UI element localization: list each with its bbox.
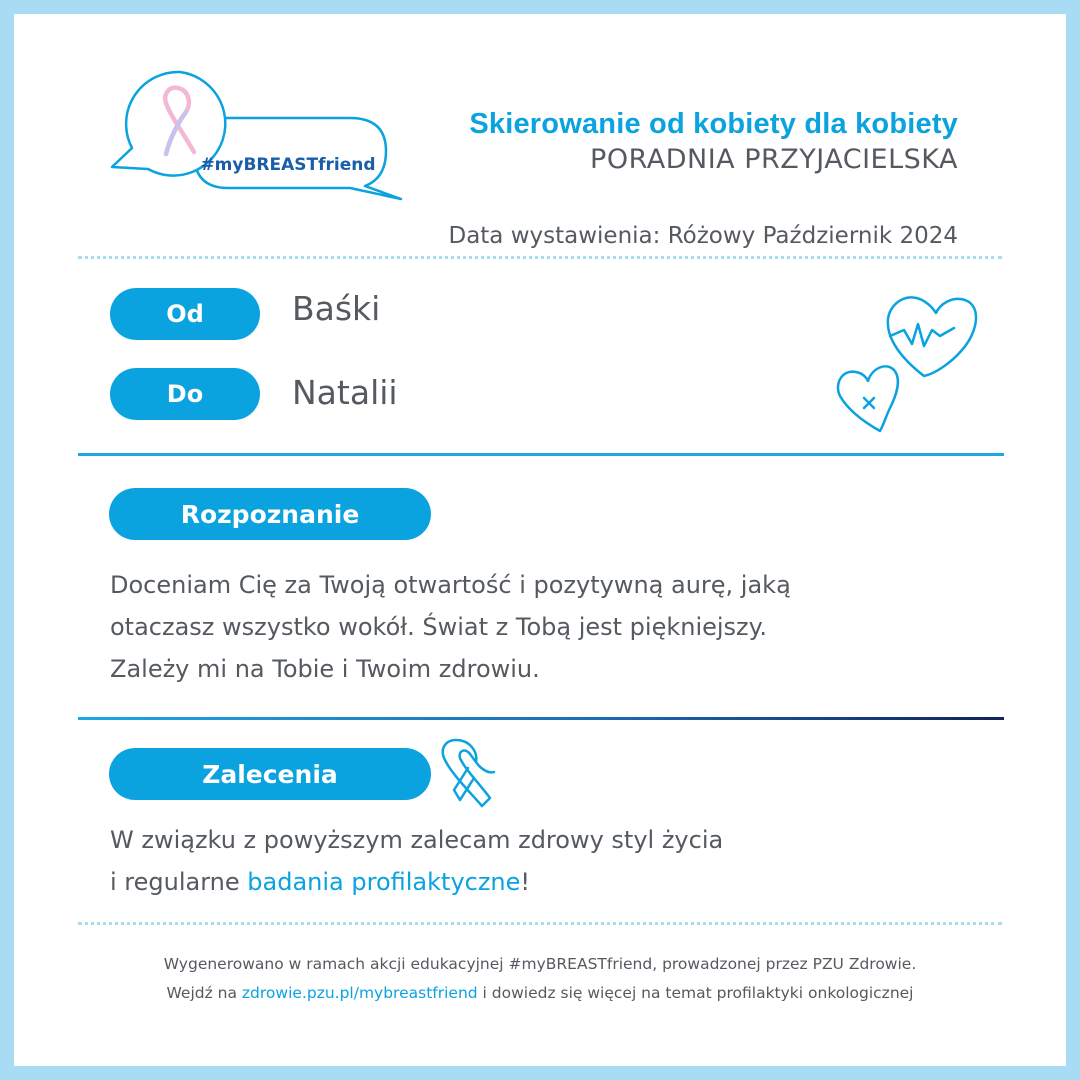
header-title: Skierowanie od kobiety dla kobiety bbox=[469, 108, 958, 140]
referral-card bbox=[14, 14, 1066, 1066]
heartbeat-line-icon bbox=[890, 324, 954, 346]
from-label-pill: Od bbox=[110, 288, 260, 340]
recommendations-text bbox=[110, 819, 930, 903]
recommendations-label-pill: Zalecenia bbox=[109, 748, 431, 800]
heartbeat-heart-icon bbox=[888, 297, 976, 376]
issue-date: Data wystawienia: Różowy Październik 2024 bbox=[448, 223, 958, 249]
footer-prefix: Wejdź na bbox=[166, 984, 242, 1002]
section-divider bbox=[78, 453, 1004, 456]
recommendations-prefix: i regularne bbox=[110, 868, 248, 896]
logo bbox=[110, 66, 420, 211]
from-name: Baśki bbox=[292, 289, 381, 328]
footer-line bbox=[62, 979, 1018, 1008]
footer bbox=[62, 950, 1018, 1008]
diagnosis-text bbox=[110, 564, 930, 690]
ribbon-outline-icon bbox=[438, 738, 504, 810]
footer-line: Wygenerowano w ramach akcji edukacyjnej #myBREASTfriend, prowadzonej przez PZU Zdrowie. bbox=[163, 955, 917, 973]
footer-suffix: i dowiedz się więcej na temat profilaktyki onkologicznej bbox=[477, 984, 914, 1002]
dotted-divider bbox=[78, 256, 1002, 259]
dotted-divider bbox=[78, 922, 1002, 925]
diagnosis-label-pill: Rozpoznanie bbox=[109, 488, 431, 540]
recommendations-line: W związku z powyższym zalecam zdrowy styl życia bbox=[110, 826, 724, 854]
footer-website-link[interactable]: zdrowie.pzu.pl/mybreastfriend bbox=[241, 984, 478, 1002]
recommendations-line bbox=[110, 861, 930, 903]
header-subtitle: PORADNIA PRZYJACIELSKA bbox=[590, 144, 958, 175]
diagnosis-line: otaczasz wszystko wokół. Świat z Tobą jest piękniejszy. bbox=[110, 613, 768, 641]
to-name: Natalii bbox=[292, 373, 398, 412]
section-divider-gradient bbox=[78, 717, 1004, 720]
hearts-illustration bbox=[832, 284, 982, 434]
recommendations-suffix: ! bbox=[520, 868, 531, 896]
heart-plus-icon bbox=[838, 366, 898, 431]
to-label-pill: Do bbox=[110, 368, 260, 420]
logo-hashtag: #myBREASTfriend bbox=[200, 155, 376, 175]
diagnosis-line: Zależy mi na Tobie i Twoim zdrowiu. bbox=[110, 655, 540, 683]
diagnosis-line: Doceniam Cię za Twoją otwartość i pozytywną aurę, jaką bbox=[110, 571, 791, 599]
preventive-exams-link[interactable]: badania profilaktyczne bbox=[247, 868, 521, 896]
